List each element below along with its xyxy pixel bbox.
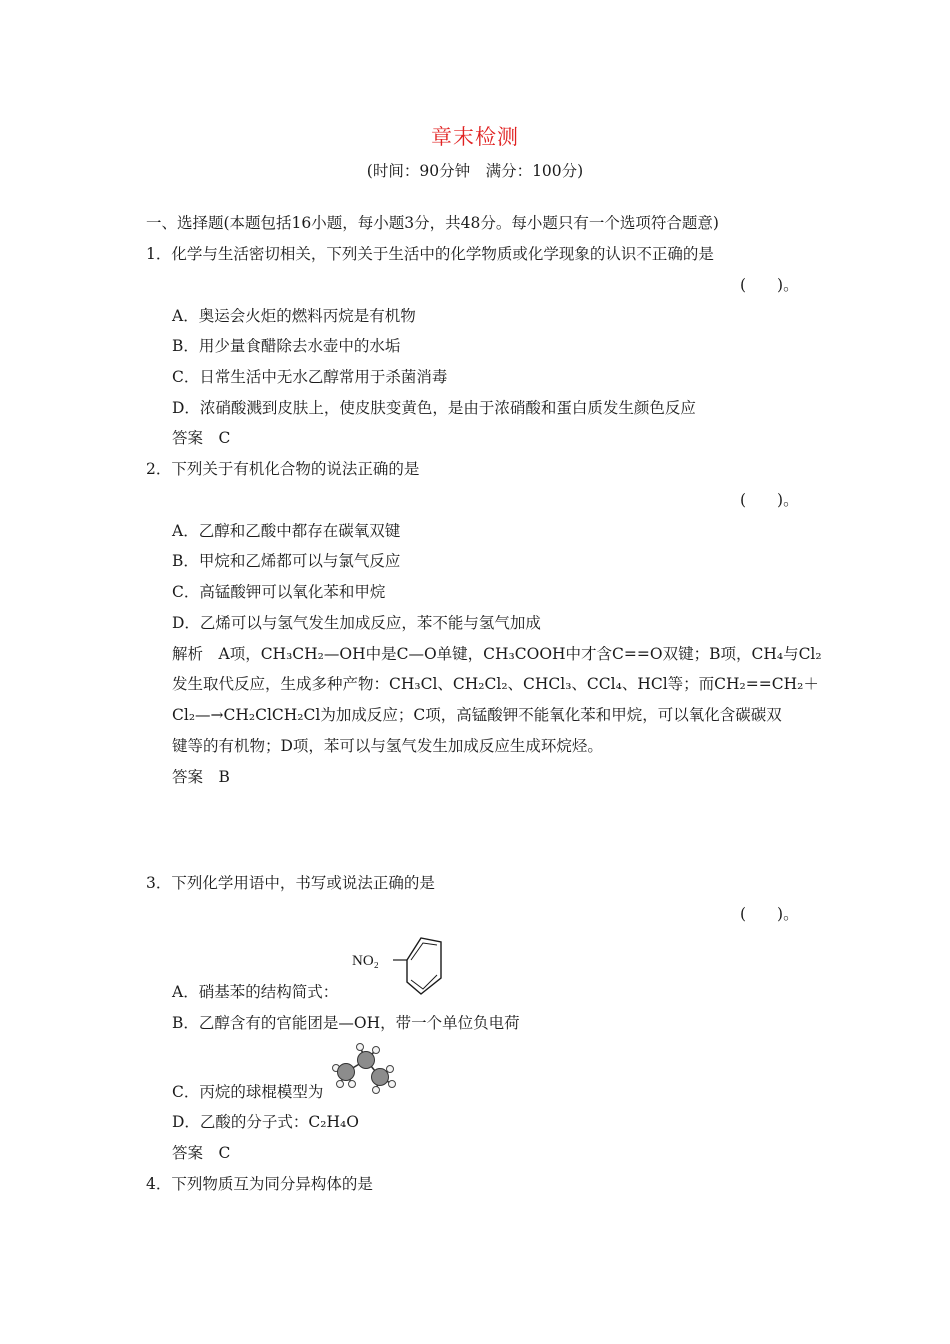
section-header: 一、选择题(本题包括16小题，每小题3分，共48分。每小题只有一个选项符合题意) (146, 214, 719, 232)
q2-option-c: C．高锰酸钾可以氧化苯和甲烷 (172, 583, 386, 601)
q1-option-d: D．浓硝酸溅到皮肤上，使皮肤变黄色，是由于浓硝酸和蛋白质发生颜色反应 (172, 399, 696, 417)
q4-stem: 4．下列物质互为同分异构体的是 (146, 1175, 373, 1193)
q1-stem: 1．化学与生活密切相关，下列关于生活中的化学物质或化学现象的认识不正确的是 (146, 245, 714, 263)
q1-option-c: C．日常生活中无水乙醇常用于杀菌消毒 (172, 368, 448, 386)
q2-option-a: A．乙醇和乙酸中都存在碳氧双键 (172, 522, 401, 540)
q3-answer: 答案 C (172, 1144, 231, 1162)
q3-option-a: A．硝基苯的结构简式： (172, 983, 339, 1001)
q2-analysis-line: 键等的有机物；D项，苯可以与氢气发生加成反应生成环烷烃。 (172, 737, 603, 755)
q2-analysis-line: 解析 A项，CH₃CH₂—OH中是C—O单键，CH₃COOH中才含C==O双键；B项，CH₄与Cl₂ (172, 645, 822, 663)
benzene-inner-bond (411, 943, 437, 960)
q3-stem: 3．下列化学用语中，书写或说法正确的是 (146, 874, 435, 892)
q3-option-d: D．乙酸的分子式：C₂H₄O (172, 1113, 359, 1131)
nitro-group-label: NO₂ (352, 953, 379, 969)
benzene-ring (407, 938, 441, 994)
q2-option-b: B．甲烷和乙烯都可以与氯气反应 (172, 552, 401, 570)
page-title: 章末检测 (431, 125, 519, 149)
q2-analysis-line: 发生取代反应，生成多种产物：CH₃Cl、CH₂Cl₂、CHCl₃、CCl₄、HCl等；而CH₂==CH₂＋ (172, 675, 819, 693)
q1-option-a: A．奥运会火炬的燃料丙烷是有机物 (172, 307, 416, 325)
q2-option-d: D．乙烯可以与氢气发生加成反应，苯不能与氢气加成 (172, 614, 541, 632)
q1-option-b: B．用少量食醋除去水壶中的水垢 (172, 337, 401, 355)
q2-answer-blank: ( )。 (740, 491, 799, 509)
nitrobenzene-structure-image (352, 936, 447, 996)
propane-ball-stick-model-image (330, 1042, 400, 1096)
q2-answer: 答案 B (172, 768, 230, 786)
benzene-inner-bond (411, 975, 437, 989)
q3-option-b: B．乙醇含有的官能团是—OH，带一个单位负电荷 (172, 1014, 520, 1032)
q2-analysis-line: Cl₂—→CH₂ClCH₂Cl为加成反应；C项，高锰酸钾不能氧化苯和甲烷，可以氧化含碳碳双 (172, 706, 782, 724)
q3-option-c: C．丙烷的球棍模型为 (172, 1083, 324, 1101)
q1-answer: 答案 C (172, 429, 231, 447)
q3-answer-blank: ( )。 (740, 905, 799, 923)
time-score-info: (时间：90分钟 满分：100分) (366, 162, 584, 180)
q1-answer-blank: ( )。 (740, 276, 799, 294)
q2-stem: 2．下列关于有机化合物的说法正确的是 (146, 460, 420, 478)
